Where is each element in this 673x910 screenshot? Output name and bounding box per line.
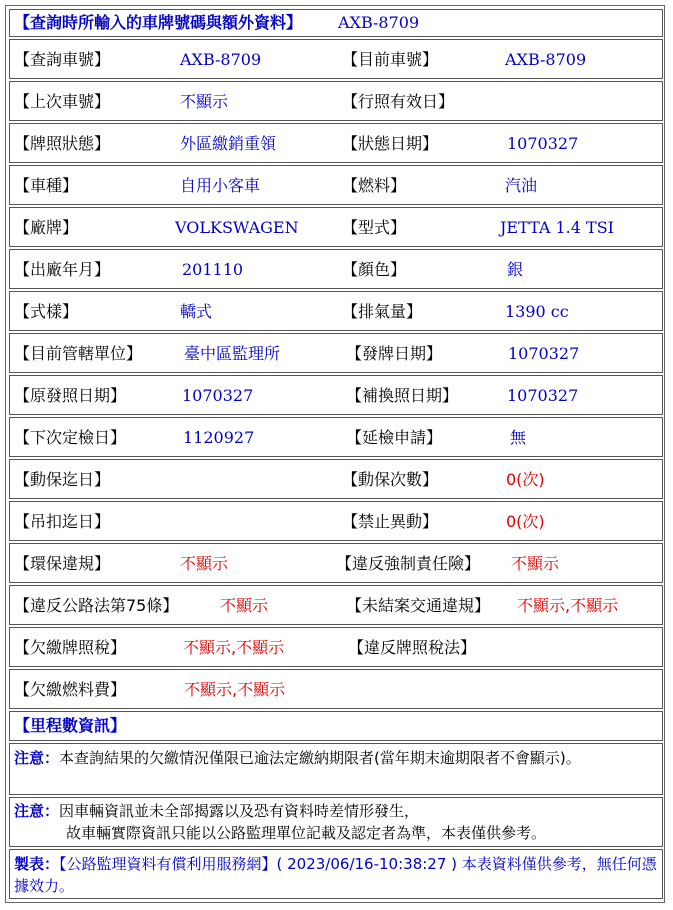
value: 1070327 (182, 386, 254, 405)
label: 【目前管轄單位】 (14, 344, 143, 363)
value: 1070327 (507, 134, 579, 153)
label: 【狀態日期】 (342, 134, 439, 153)
info-row (9, 627, 663, 667)
label: 【排氣量】 (342, 302, 423, 321)
value: 無 (510, 428, 527, 447)
value: 不顯示 (511, 554, 560, 573)
value: 轎式 (180, 302, 213, 321)
info-row (9, 375, 663, 415)
label: 【吊扣迄日】 (14, 512, 111, 531)
value: 1070327 (508, 344, 580, 363)
note-text: 因車輛資訊並未全部揭露以及恐有資料時差情形發生， (59, 802, 420, 820)
info-row (9, 123, 663, 163)
info-row (9, 459, 663, 499)
label: 【燃料】 (342, 176, 407, 195)
info-row (9, 165, 663, 205)
note-text: 本查詢結果的欠繳情況僅限已逾法定繳納期限者(當年期末逾期限者不會顯示)。 (59, 749, 581, 767)
info-row (9, 333, 663, 373)
value: VOLKSWAGEN (175, 218, 299, 237)
note-heading: 注意： (14, 802, 60, 820)
value: 不顯示,不顯示 (517, 596, 619, 615)
label: 【動保次數】 (342, 470, 439, 489)
made-by-text: 【公路監理資料有償利用服務網】( 2023/06/16-10:38:27 ) 本表資料僅供參考，無任何憑據效力。 (14, 855, 657, 895)
value: JETTA 1.4 TSI (500, 218, 614, 237)
note-row-2 (9, 797, 663, 847)
label: 【顏色】 (342, 260, 407, 279)
label: 【型式】 (342, 218, 407, 237)
label: 【補換照日期】 (346, 386, 459, 405)
info-row (9, 669, 663, 709)
label: 【出廠年月】 (14, 260, 111, 279)
value: 臺中區監理所 (184, 344, 281, 363)
label: 【動保迄日】 (14, 470, 111, 489)
label: 【延檢申請】 (346, 428, 443, 447)
label: 【欠繳牌照稅】 (14, 638, 127, 657)
info-row (9, 585, 663, 625)
label: 【欠繳燃料費】 (14, 680, 127, 699)
info-row (9, 81, 663, 121)
value: 不顯示,不顯示 (183, 638, 285, 657)
label: 【環保違規】 (14, 554, 111, 573)
mileage-title: 【里程數資訊】 (14, 716, 127, 735)
made-by-heading: 製表： (14, 855, 60, 873)
made-by-row (9, 849, 663, 899)
note-row-1 (9, 743, 663, 795)
label: 【違反牌照稅法】 (348, 638, 477, 657)
label: 【未結案交通違規】 (346, 596, 491, 615)
label: 【上次車號】 (14, 92, 111, 111)
value: 0(次) (506, 512, 545, 531)
header-row (9, 9, 663, 37)
value: 不顯示,不顯示 (184, 680, 286, 699)
label: 【下次定檢日】 (14, 428, 127, 447)
value: 1120927 (183, 428, 255, 447)
value: 外區繳銷重領 (180, 134, 277, 153)
info-row (9, 39, 663, 79)
value: 0(次) (506, 470, 545, 489)
value: 201110 (182, 260, 244, 279)
label: 【違反公路法第75條】 (14, 596, 179, 615)
info-row (9, 291, 663, 331)
mileage-row (9, 711, 663, 741)
report-frame (5, 5, 665, 903)
label: 【式樣】 (14, 302, 79, 321)
value: 自用小客車 (180, 176, 261, 195)
label: 【禁止異動】 (342, 512, 439, 531)
value: 銀 (507, 260, 524, 279)
label: 【行照有效日】 (342, 92, 455, 111)
value: 不顯示 (180, 554, 229, 573)
note-heading: 注意： (14, 749, 60, 767)
label: 【車種】 (14, 176, 79, 195)
header-title: 【查詢時所輸入的車牌號碼與額外資料】 (14, 13, 303, 32)
label: 【牌照狀態】 (14, 134, 111, 153)
value: AXB-8709 (180, 50, 262, 69)
info-row (9, 501, 663, 541)
info-row (9, 207, 663, 247)
label: 【違反強制責任險】 (336, 554, 481, 573)
info-row (9, 249, 663, 289)
header-plate: AXB-8709 (338, 13, 420, 32)
note-text: 故車輛實際資訊只能以公路監理單位記載及認定者為準，本表僅供參考。 (66, 824, 547, 842)
label: 【查詢車號】 (14, 50, 111, 69)
info-row (9, 417, 663, 457)
value: 1070327 (507, 386, 579, 405)
info-row (9, 543, 663, 583)
label: 【原發照日期】 (14, 386, 127, 405)
label: 【發牌日期】 (346, 344, 443, 363)
value: AXB-8709 (505, 50, 587, 69)
label: 【目前車號】 (342, 50, 439, 69)
value: 不顯示 (220, 596, 269, 615)
label: 【廠牌】 (14, 218, 79, 237)
value: 1390 cc (505, 302, 569, 321)
value: 汽油 (505, 176, 538, 195)
value: 不顯示 (180, 92, 229, 111)
